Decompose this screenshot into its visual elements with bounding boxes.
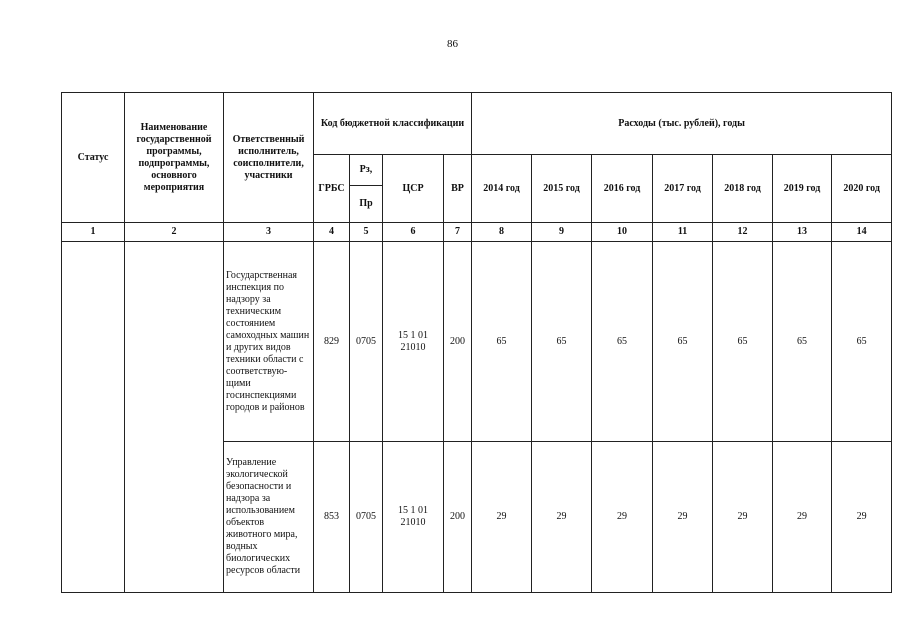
responsible-cell: Государственная инспекция по надзору за техническим состоянием самоходных машин и других видов техники области с соответствую-щими госинспекциями городов и районов [224,242,314,442]
column-number: 14 [832,223,892,242]
column-number: 13 [773,223,832,242]
column-number: 11 [653,223,713,242]
header-rz: Рз, [350,155,383,186]
header-budget-code: Код бюджетной классификации [314,93,472,155]
value-2015: 65 [532,242,592,442]
column-number: 3 [224,223,314,242]
value-2019: 65 [773,242,832,442]
column-number: 4 [314,223,350,242]
rzpr-cell: 0705 [350,442,383,593]
value-2016: 65 [592,242,653,442]
grbs-cell: 829 [314,242,350,442]
header-expenses: Расходы (тыс. рублей), годы [472,93,892,155]
value-2016: 29 [592,442,653,593]
header-vr: ВР [444,155,472,223]
header-year-2016: 2016 год [592,155,653,223]
table-row [62,242,892,442]
column-number: 6 [383,223,444,242]
header-year-2015: 2015 год [532,155,592,223]
column-number-row [62,223,892,242]
header-status: Статус [62,93,125,223]
header-pr: Пр [350,186,383,223]
column-number: 1 [62,223,125,242]
header-year-2014: 2014 год [472,155,532,223]
header-year-2020: 2020 год [832,155,892,223]
responsible-cell: Управление экологической безопасности и надзора за использованием объектов животного мира, водных биологических ресурсов области [224,442,314,593]
column-number: 8 [472,223,532,242]
value-2017: 65 [653,242,713,442]
value-2015: 29 [532,442,592,593]
value-2020: 65 [832,242,892,442]
value-2014: 29 [472,442,532,593]
column-number: 5 [350,223,383,242]
value-2017: 29 [653,442,713,593]
value-2018: 65 [713,242,773,442]
rzpr-cell: 0705 [350,242,383,442]
status-cell [62,242,125,593]
column-number: 9 [532,223,592,242]
column-number: 2 [125,223,224,242]
column-number: 7 [444,223,472,242]
csr-cell: 15 1 01 21010 [383,242,444,442]
header-program-name: Наименование государственной программы, подпрограммы, основного мероприятия [125,93,224,223]
program-name-cell [125,242,224,593]
header-responsible: Ответственный исполнитель, соисполнители, участники [224,93,314,223]
header-grbs: ГРБС [314,155,350,223]
value-2019: 29 [773,442,832,593]
value-2020: 29 [832,442,892,593]
vr-cell: 200 [444,242,472,442]
grbs-cell: 853 [314,442,350,593]
budget-table [61,92,892,593]
header-csr: ЦСР [383,155,444,223]
value-2018: 29 [713,442,773,593]
column-number: 12 [713,223,773,242]
header-year-2019: 2019 год [773,155,832,223]
header-year-2017: 2017 год [653,155,713,223]
column-number: 10 [592,223,653,242]
value-2014: 65 [472,242,532,442]
header-year-2018: 2018 год [713,155,773,223]
csr-cell: 15 1 01 21010 [383,442,444,593]
page-number: 86 [447,38,458,50]
vr-cell: 200 [444,442,472,593]
